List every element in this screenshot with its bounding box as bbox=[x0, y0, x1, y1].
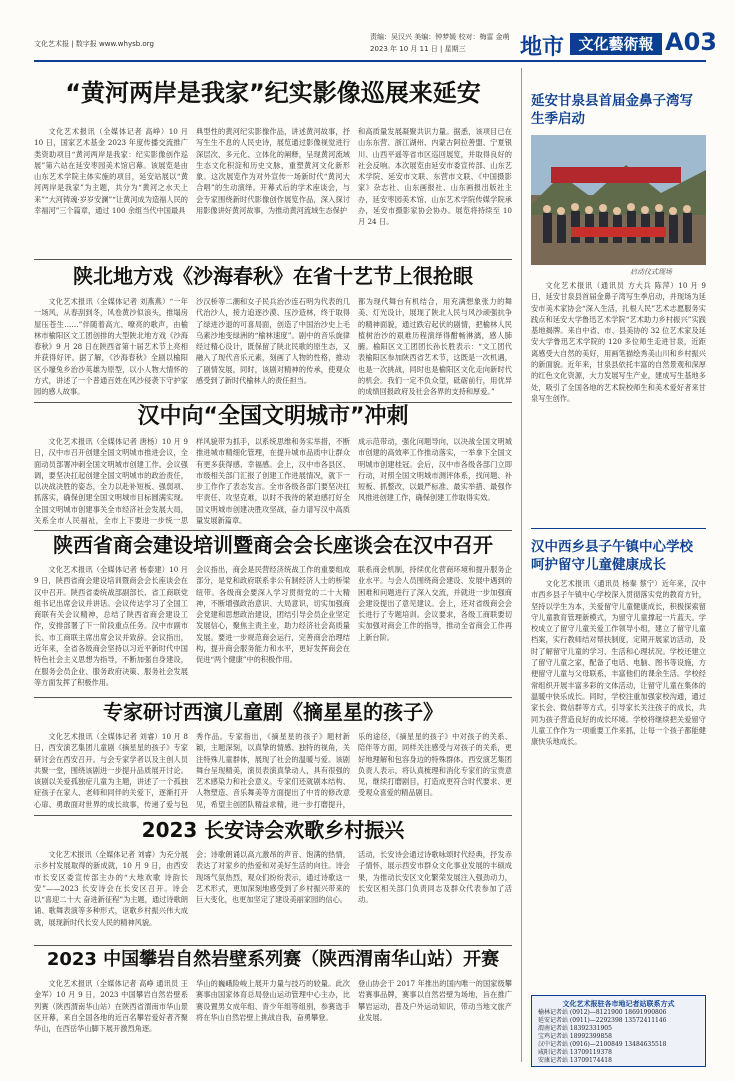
divider-5 bbox=[34, 815, 512, 816]
article2-col1: 文化艺术报讯（全媒体记者 刘燕燕）“一年一场风，从春刮到冬，风卷黄沙似浪头，推塌房屋压苍生……”伴随着高亢、嘹亮的歌声，由榆林市榆阳区文工团创排的大型陕北地方戏《沙海春秋》9 月 28 日在陕西省第十届艺术节上亮相并获得好评。据了解，《沙海春秋》全剧以榆阳区小壕兔乡治沙英雄为原型，以小人物大情怀的方式，讲述了一个普通百姓在风沙侵袭下守护家园的感人故事。 bbox=[34, 297, 188, 397]
article6-col3: 活动，长安诗会通过诗歌咏颂时代经典，抒发赤子情怀，展示西安市群众文化事业发展的丰硕成果，为推动长安区文化繁荣发展注入强劲动力，长安区相关部门负责同志及群众代表参加了活动。 bbox=[358, 850, 512, 905]
page-number: A03 bbox=[665, 28, 717, 56]
article1-col1: 文化艺术报讯（全媒体记者 高峥）10 月 10 日，国家艺术基金 2023 年度传播交流推广类资助项目“黄河两岸是我家：纪实影像创作巡展”第六站在延安枣园美术馆启幕。该展览是由山东艺术学院主体实施的项目，延安站展以“黄河两岸是我家”为主题，共分为“黄河之水天上来”“大河铸魂·岁岁安澜”“让黄河成为造福人民的幸福河”三个篇章，通过 100 余组当代中国最具 bbox=[34, 127, 188, 216]
paper-logo: 文化藝術報 bbox=[570, 33, 662, 55]
contact-row: 汉中记者站 (0916)—2100849 13484635518 bbox=[538, 1041, 667, 1048]
headline-article5: 专家研讨西演儿童剧《摘星星的孩子》 bbox=[103, 700, 443, 724]
headline-article7: 2023 中国攀岩自然岩壁系列赛（陕西渭南华山站）开赛 bbox=[46, 949, 500, 970]
article3-col3: 成示范带动，强化问题导向，以决战全国文明城市创建的高效率工作推动落实，一举拿下全国文明城市创建桂冠。会后，汉中市各级各部门立即行动，对照全国文明城市测评体系，找问题、补短板、抓整改，以最严标准、最实举措、最强作风推进创建工作，确保创建工作取得实效。 bbox=[358, 437, 512, 503]
masthead-rule bbox=[34, 60, 706, 62]
divider-1 bbox=[34, 259, 512, 260]
ceremony-photo-image bbox=[531, 135, 706, 265]
article6-col1: 文化艺术报讯（全媒体记者 刘睿）为充分展示乡村发展取得的新成就，10 月 9 日，由西安市长安区委宣传部主办的“大地欢歌 诗韵长安”——2023 长安诗会在长安区召开。诗会以“喜迎二十大 奋进新征程”为主题，通过诗歌朗诵、歌舞表演等多种形式，讴歌乡村振兴伟大成就，展现新时代长安人民的精神风貌。 bbox=[34, 850, 188, 927]
contact-row: 渭南记者站 18392331905 bbox=[538, 1025, 612, 1032]
contact-row: 延安记者站 (0911)—2292398 13572411146 bbox=[538, 1017, 667, 1024]
contacts-box bbox=[531, 995, 706, 1067]
masthead-date: 2023 年 10 月 11 日 | 星期三 bbox=[370, 45, 466, 53]
sidebar-separator bbox=[521, 68, 522, 1062]
headline-article2: 陕北地方戏《沙海春秋》在省十艺节上很抢眼 bbox=[73, 264, 473, 288]
article6-col2: 会；诗歌朗诵以高亢激昂的声音、饱满的热情，表达了对家乡的热爱和对美好生活的向往。诗会现场气氛热烈，观众们纷纷表示，通过诗歌这一艺术形式，更加深刻地感受到了乡村振兴带来的巨大变化，也更加坚定了建设美丽家园的信心。 bbox=[196, 850, 350, 905]
masthead-editors: 责编：吴汉兴 美编：钟梦媛 校对：梅雷 金萌 bbox=[370, 33, 510, 41]
divider-4 bbox=[34, 697, 512, 698]
article4-col3: 联系商会机制，持续优化营商环境和提升服务企业水平。与会人员围绕商会建设、发展中遇到的困难和问题进行了深入交流，并就进一步加强商会建设提出了意见建议。会上，还对省级商会会长进行了专题培训。会议要求，各级工商联要切实加强对商会工作的指导，推动全省商会工作再上新台阶。 bbox=[358, 565, 512, 642]
contact-row: 榆林记者站 (0912)—8121900 18691990806 bbox=[538, 1009, 667, 1016]
article3-col1: 文化艺术报讯（全媒体记者 唐杨）10 月 9 日，汉中市召开创建全国文明城市推进会议，全面动员部署冲刺全国文明城市创建工作。会议强调，要坚决扛起创建全国文明城市的政治责任，以决战决胜的姿态，全力以赴补短板、强弱项、抓落实，确保创建全国文明城市目标圆满实现。全国文明城市创建事关全市经济社会发展大局，关系全市人民福祉，全市上下要进一步统一思 bbox=[34, 437, 188, 526]
sidebar1-title: 延安甘泉县首届金鼻子湾写生季启动 bbox=[531, 93, 693, 127]
headline-article3: 汉中向“全国文明城市”冲刺 bbox=[137, 404, 409, 429]
sidebar1-photo bbox=[531, 135, 706, 265]
divider-3 bbox=[34, 530, 512, 531]
sidebar1-caption: 启动仪式现场 bbox=[630, 268, 672, 276]
article7-col1: 文化艺术报讯（全媒体记者 高峥 通讯员 王金军）10 月 9 日，2023 中国攀岩自然岩壁系列赛（陕西渭南华山站）在陕西省渭南市华山景区开幕，来自全国各地的近百名攀岩爱好者齐聚华山，在西岳华山脚下展开激烈角逐。 bbox=[34, 979, 188, 1034]
article2-col3: 都为现代舞台有机结合，用充满想象张力的舞美、灯光设计，展现了陕北人民与风沙顽强抗争的精神面貌，通过跌宕起伏的剧情，把榆林人民植树治沙的艰难历程演绎得酣畅淋漓，感人肺腑。榆阳区文工团团长孙长胜表示：“文工团代表榆阳区参加陕西省艺术节，这既是一次机遇，也是一次挑战，同时也是榆阳区文化走向新时代的机会。我们一定不负众望，砥砺前行，用优异的成绩回报政府及社会各界的支持和厚爱。” bbox=[358, 297, 512, 397]
sidebar2-title: 汉中西乡县子午镇中心学校呵护留守儿童健康成长 bbox=[531, 539, 693, 573]
article4-col1: 文化艺术报讯（全媒体记者 杨泰建）10 月 9 日，陕西省商会建设培训暨商会会长座谈会在汉中召开。陕西省委统战部副部长、省工商联党组书记出席会议并讲话。会议传达学习了全国工商联有关会议精神，总结了陕西省商会建设工作，安排部署了下一阶段重点任务。汉中市副市长、市工商联主席出席会议并致辞。会议指出，近年来，全省各级商会坚持以习近平新时代中国特色社会主义思想为指导，不断加强自身建设，在服务会员企业、服务政府决策、服务社会发展等方面发挥了积极作用。 bbox=[34, 565, 188, 687]
article2-col2: 沙汉桥等二潮和女子民兵治沙连石明为代表的几代治沙人，接力追逐沙漠、压沙造林，终于取得了绿进沙退的可喜局面，创造了中国治沙史上毛乌素沙地变绿洲的“榆林速度”。剧中的音乐旋律经过精心设计，既保留了陕北民歌的原生态，又融入了现代音乐元素，刻画了人物的性格，推动了剧情发展，同时，该剧对精神的传承，使观众感受到了新时代榆林人的责任担当。 bbox=[196, 297, 350, 386]
section-name: 地市 bbox=[520, 35, 565, 60]
divider-6 bbox=[34, 945, 512, 946]
sidebar2-body: 文化艺术报讯（通讯员 杨秦 蔡宁）近年来，汉中市西乡县子午镇中心学校深入贯彻落实党的教育方针，坚持以学生为本，关爱留守儿童健康成长，积极探索留守儿童教育管理新模式，为留守儿童撑起一片蓝天。学校成立了留守儿童关爱工作领导小组，建立了留守儿童档案，实行教师结对帮扶制度，定期开展家访活动，及时了解留守儿童的学习、生活和心理状况。学校还建立了留守儿童之家，配备了电话、电脑、图书等设施，方便留守儿童与父母联系，丰富他们的课余生活。学校经常组织开展丰富多彩的文体活动，让留守儿童在集体的温暖中快乐成长。同时，学校注重加强家校沟通，通过家长会、微信群等方式，引导家长关注孩子的成长，共同为孩子营造良好的成长环境。学校将继续把关爱留守儿童工作作为一项重要工作来抓，让每一个孩子都能健康快乐地成长。 bbox=[531, 579, 706, 747]
article7-col3: 登山协会于 2017 年推出的国内唯一的国家级攀岩赛事品牌，赛事以自然岩壁为场地，旨在推广攀岩运动，普及户外运动知识，带动当地文旅产业发展。 bbox=[358, 979, 512, 1022]
article4-col2: 会议指出，商会是民营经济统战工作的重要组成部分，是党和政府联系非公有制经济人士的桥梁纽带。各级商会要深入学习贯彻党的二十大精神，不断增强政治意识、大局意识，切实加强商会党建和思想政治建设，团结引导会员企业坚定发展信心，聚焦主责主业，助力经济社会高质量发展。要进一步规范商会运行，完善商会治理结构，提升商会服务能力和水平，更好发挥商会在促进“两个健康”中的积极作用。 bbox=[196, 565, 350, 665]
contact-row: 安康记者站 13709174418 bbox=[538, 1057, 612, 1064]
article1-col2: 典型性的黄河纪实影像作品，讲述黄河故事，抒写生生不息的人民史诗，展览通过影像视觉进行深层次、多元化、立体化的阐释，呈现黄河流域生态文化积淀和历史文脉，重塑黄河文化新形象。这次展览作为对外宣传一场新时代“黄河大合唱”的生动演绎。开幕式后的学术座谈会，与会专家围绕新时代影像创作展览作品，深入探讨用影像讲好黄河故事，为推动黄河流域生态保护 bbox=[196, 127, 350, 216]
masthead-site: 文化艺术报 | 数字报 www.whysb.org bbox=[34, 40, 154, 48]
sidebar-divider bbox=[531, 528, 706, 529]
article5-col2: 秀作品。专家指出，《摘星星的孩子》题材新颖，主题深刻，以真挚的情感、独特的视角，关注特殊儿童群体，展现了社会的温暖与爱。该剧舞台呈现精美，演员表演真挚动人，具有很强的艺术感染力和社会意义。专家们还就剧本结构、人物塑造、音乐舞美等方面提出了中肯的修改意见，希望主创团队精益求精，进一步打磨提升， bbox=[196, 732, 350, 809]
article7-col2: 华山的巍峨险峻上展开力量与技巧的较量。此次赛事由国家体育总局登山运动管理中心主办，比赛设置男女成年组、青少年组等组别，参赛选手将在华山自然岩壁上挑战自我，奋勇攀登。 bbox=[196, 979, 350, 1022]
headline-article6: 2023 长安诗会欢歌乡村振兴 bbox=[141, 818, 405, 842]
article5-col3: 乐的途径，《摘星星的孩子》中对孩子的关系、陪伴等方面，同样关注感受与对孩子的关系，更好地理解和包容身边的特殊群体。西安演艺集团负责人表示，将认真梳理和消化专家们的宝贵意见，继续打磨剧目，打造成更符合时代要求、更受观众喜爱的精品剧目。 bbox=[358, 732, 512, 798]
article1-col3: 和高质量发展凝聚共识力量。据悉，该项目已在山东东营、浙江湖州、内蒙古阿拉善盟、宁夏银川、山西平遥等省市区巡回展览，并取得良好的社会反响。本次展览由延安市委宣传部、山东艺术学院、延安市文联、东营市文联、《中国摄影家》杂志社、山东画报社、山东画报出版社主办，延安枣园美术馆、山东艺术学院传媒学院承办，延安市摄影家协会协办。展览将持续至 10 月 24 日。 bbox=[358, 127, 512, 227]
sidebar1-body: 文化艺术报讯（通讯员 方大兵 陈萍）10 月 9 日，延安甘泉县首届金鼻子湾写生季启动，并现场为延安市美术家协会“深入生活，扎根人民”艺术志愿服务实践点和延安大学鲁迅艺术学院“艺术助力乡村振兴”实践基地揭牌。来自中省、市、县美协的 32 位艺术家及延安大学鲁迅艺术学院的 120 多位师生走进甘泉，近距离感受大自然的美好，用画笔描绘秀美山川和乡村振兴的新面貌。近年来，甘泉县依托丰富的自然景观和深厚的红色文化资源，大力发展写生产业，建成写生基地多处，吸引了全国各地的艺术院校师生和美术爱好者来甘泉写生创作。 bbox=[531, 281, 706, 403]
contact-row: 宝鸡记者站 18992399858 bbox=[538, 1033, 612, 1040]
headline-article1: “黄河两岸是我家”纪实影像巡展来延安 bbox=[65, 79, 481, 107]
article3-col2: 样风貌带为抓手，以系统思维和务实举措，不断推进城市精细化管理，在提升城市品质中让群众有更多获得感、幸福感。会上，汉中市各县区、市级相关部门汇报了创建工作进展情况，就下一步工作作了表态发言。全市各级各部门要坚决扛牢责任、攻坚克难，以时不我待的紧迫感打好全国文明城市创建决胜攻坚战，奋力谱写汉中高质量发展新篇章。 bbox=[196, 437, 350, 526]
article5-col1: 文化艺术报讯（全媒体记者 刘睿）10 月 8 日，西安演艺集团儿童剧《摘星星的孩子》专家研讨会在西安召开。与会专家学者以及主创人员共聚一堂，围绕该剧进一步提升品质展开讨论。该剧以关爱孤独症儿童为主题，讲述了一个孤独症孩子在家人、老师和同伴的关爱下，逐渐打开心扉、勇敢面对世界的成长故事，传递了爱与包 bbox=[34, 732, 188, 809]
headline-article4: 陕西省商会建设培训暨商会会长座谈会在汉中召开 bbox=[53, 533, 493, 557]
contact-row: 咸阳记者站 13709119378 bbox=[538, 1049, 612, 1056]
contacts-title: 文化艺术报驻各市地记者站联系方式 bbox=[562, 1000, 675, 1008]
